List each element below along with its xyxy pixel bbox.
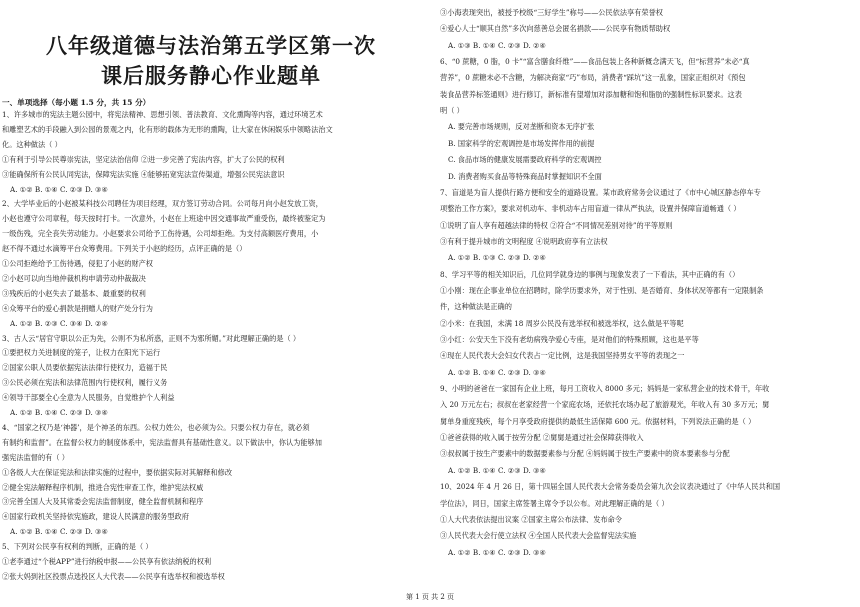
answer-options: A. ①② B. ①④ C. ②③ D. ③④ <box>448 367 546 377</box>
statement-item: ③人民代表大会行使立法权 ④全国人民代表大会监督宪法实施 <box>440 531 637 541</box>
question-text: 6、“0 蔗糖，0 脂，0 卡”“富含膳食纤维”——食品包装上各种新概念满天飞，但“标营养”未必“真 <box>440 57 750 67</box>
statement-item: ③小红：公安天生下没有老幼病残孕爱心专座，是对他们的特殊照顾，这也是平等 <box>440 335 699 344</box>
statement-item: ④现在人民代表大会妇女代表占一定比例，这是我国坚持男女平等的表现之一 <box>440 351 685 361</box>
question-text: 4、“国家之权乃是‘神器’，是个神圣的东西。公权力姓公，也必须为公。只要公权力存在，就必须 <box>2 422 310 432</box>
answer-options: A. ①② B. ①④ C. ②③ D. ③④ <box>10 527 108 537</box>
answer-options: B. 国家科学的宏观调控是市场发挥作用的前提 <box>448 138 595 148</box>
question-text: 2、大学毕业后的小赵被某科技公司聘任为项目经理，双方签订劳动合同。公司每月向小赵发放工资， <box>2 199 323 209</box>
statement-item: ②张大妈到社区投票点选投区人大代表——公民享有选举权和被选举权 <box>2 571 225 581</box>
statement-item: ③有利于提升城市的文明程度 ④说明政府享有立法权 <box>440 236 608 246</box>
question-text: 1、许多城市的宪法主题公园中，将宪法精神、思想引领、普法教育、文化熏陶等内容，通过环境艺术 <box>2 110 323 119</box>
answer-options: A. ①② B. ①④ C. ②③ D. ③④ <box>448 547 546 557</box>
statement-item: ③残疾后的小赵失去了最基本、最重要的权利 <box>2 288 146 298</box>
question-text: 10、2024 年 4 月 26 日，第十四届全国人民代表大会常务委员会第九次会议表决通过了《中华人民共和国 <box>440 482 781 492</box>
answer-options: A. ①② B. ②③ C. ③④ D. ②④ <box>10 318 108 328</box>
statement-item: ③能确保所有公民认同宪法，保障宪法实施 ④能够拓宽宪法宣传渠道，增强公民宪法意识 <box>2 169 285 179</box>
answer-options: A. ①② B. ①④ C. ②③ D. ③④ <box>10 184 108 194</box>
statement-item: ①老李通过“个税APP”进行纳税申报——公民享有依法纳税的权利 <box>2 557 212 566</box>
section-heading: 一、单项选择（每小题 1.5 分，共 15 分） <box>2 98 151 107</box>
question-text: 明（ ） <box>440 106 464 116</box>
title-line-2: 课后服务静心作业题单 <box>101 63 321 88</box>
answer-options: D. 消费者购买食品等特殊商品时掌握知识不全面 <box>448 171 602 181</box>
statement-item: ②健全宪法解释程序机制，推进合宪性审查工作，维护宪法权威 <box>2 482 204 492</box>
statement-item: ①人大代表依法提出议案 ②国家主席公布法律、发布命令 <box>440 514 622 524</box>
statement-item: ③叔叔属于按生产要素中的数据要素参与分配 ④妈妈属于按生产要素中的资本要素参与分配 <box>440 449 730 459</box>
question-text: 学位法》，同日，国家主席签署主席令予以公布。对此理解正确的是（ ） <box>440 498 669 508</box>
question-text: 8、学习平等的相关知识后，几位同学就身边的事例与现象发表了一下看法，其中正确的有（） <box>440 269 740 279</box>
statement-item: ①爸爸获得的收入属于按劳分配 ②舅舅是通过社会保障获得收入 <box>440 433 644 443</box>
statement-item: ①有利于引导公民尊崇宪法，坚定法治信仰 ②进一步完善了宪法内容，扩大了公民的权利 <box>2 154 285 164</box>
answer-options: A. ①② B. ①③ C. ②③ D. ②④ <box>448 253 546 263</box>
statement-item: ②小米：在我国，未满 18 周岁公民没有选举权和被选举权，这么做是平等呢 <box>440 318 684 328</box>
statement-item: ③小海表现突出，被授予校级“三好学生”称号——公民依法享有荣誉权 <box>440 8 663 17</box>
question-text: 一级伤残，完全丧失劳动能力。小赵要求公司给予工伤待遇，公司却拒绝。为支付高额医疗费用，小 <box>2 229 319 239</box>
question-text: 化。这种做法（ ） <box>2 139 62 149</box>
question-text: 件，这种做法是正确的 <box>440 302 512 312</box>
question-text: 营养”，0 蔗糖未必不含糖，为解决商家“巧”布局，消费者“踩坑”这一乱象，国家正组织对《预包 <box>440 73 746 83</box>
statement-item: ③公民必须在宪法和法律范围内行使权利，履行义务 <box>2 378 168 388</box>
question-text: 舅单身重度残疾，每个月享受政府提供的最低生活保障 600 元。依据材料，下列说法正确的是（ ） <box>440 416 756 426</box>
question-text: 9、小明的爸爸在一家国有企业上班，每月工资收入 8000 多元；妈妈是一家私营企业的技术骨干，年收 <box>440 384 770 394</box>
statement-item: ②国家公职人员要依据宪法法律行使权力，造福于民 <box>2 363 168 373</box>
answer-options: A. ①② B. ①④ C. ②③ D. ③④ <box>10 408 108 417</box>
question-text: 7、盲道是为盲人提供行路方便和安全的道路设置。某市政府常务会议通过了《市中心城区静态停车专 <box>440 187 761 197</box>
statement-item: ④众筹平台的爱心捐款是捐赠人的财产处分行为 <box>2 303 153 313</box>
statement-item: ③完善全国人大及其常委会宪法监督制度，健全监督机制和程序 <box>2 497 204 507</box>
question-text: 装食品营养标签通则》进行修订，新标准有望增加对添加糖和饱和脂肪的强制性标识要求。这表 <box>440 89 742 99</box>
question-text: 入 20 万元左右；叔叔在老家经营一个家庭农场，还依托农场办起了旅游观光，年收入有 30 多万元；舅 <box>440 400 770 410</box>
question-text: 和雕塑艺术的手段融入到公园的景观之内，化有形的载体为无形的熏陶，让大家在休闲娱乐中领略法治文 <box>2 124 333 134</box>
page-footer: 第 1 页 共 2 页 <box>405 593 455 601</box>
statement-item: ①各级人大在保证宪法和法律实施的过程中，要依据实际对其解释和修改 <box>2 467 233 477</box>
question-text: 强宪法监督的有（ ） <box>2 452 69 462</box>
statement-item: ②小赵可以向当地仲裁机构申请劳动仲裁裁决 <box>2 273 146 283</box>
statement-item: ①要把权力关进制度的笼子，让权力在阳光下运行 <box>2 348 161 358</box>
statement-item: ①小刚：现在企事业单位在招聘时，除学历要求外，对于性别、是否婚育、身体状况等都有一定限制条 <box>440 285 764 295</box>
question-text: 有制约和监督”。在监督公权力的制度体系中，宪法监督具有基础性意义。以下做法中，你认为能够加 <box>2 437 322 447</box>
answer-options: A. 要完善市场规则，反对垄断和资本无序扩张 <box>448 122 595 132</box>
statement-item: ④爱心人士“顺其自然”多次向慈善总会匿名捐款——公民享有物质帮助权 <box>440 24 671 34</box>
answer-options: A. ①③ B. ①④ C. ②③ D. ②④ <box>448 40 546 50</box>
statement-item: ①说明了盲人享有超越法律的特权 ②符合“不同情况差别对待”的平等原则 <box>440 220 673 230</box>
answer-options: A. ①② B. ①④ C. ②③ D. ③④ <box>448 465 546 475</box>
question-text: 5、下列对公民享有权利的判断，正确的是（ ） <box>2 542 153 552</box>
question-text: 小赵也遵守公司章程，每天按时打卡。一次意外，小赵在上班途中因交通事故严重受伤，最终被鉴定为 <box>2 214 326 224</box>
statement-item: ④国家行政机关坚持依宪施政，建设人民满意的服务型政府 <box>2 512 189 522</box>
question-text: 赵不得不通过水滴筹平台众筹费用。下列关于小赵的经历，点评正确的是（） <box>2 244 247 254</box>
statement-item: ①公司拒绝给予工伤待遇，侵犯了小赵的财产权 <box>2 259 153 268</box>
question-text: 项整治工作方案》，要求对机动车、非机动车占用盲道一律从严执法，设置并保障盲道畅通（ ） <box>440 204 741 214</box>
answer-options: C. 食品市场的健康发展需要政府科学的宏观调控 <box>448 155 602 165</box>
question-text: 3、古人云“居官守职以公正为先，公则不为私所惑，正则不为邪所媚。”对此理解正确的是（ ） <box>2 333 301 343</box>
statement-item: ④领导干部要全心全意为人民服务，自觉维护个人利益 <box>2 393 175 403</box>
title-line-1: 八年级道德与法治第五学区第一次 <box>46 33 376 58</box>
